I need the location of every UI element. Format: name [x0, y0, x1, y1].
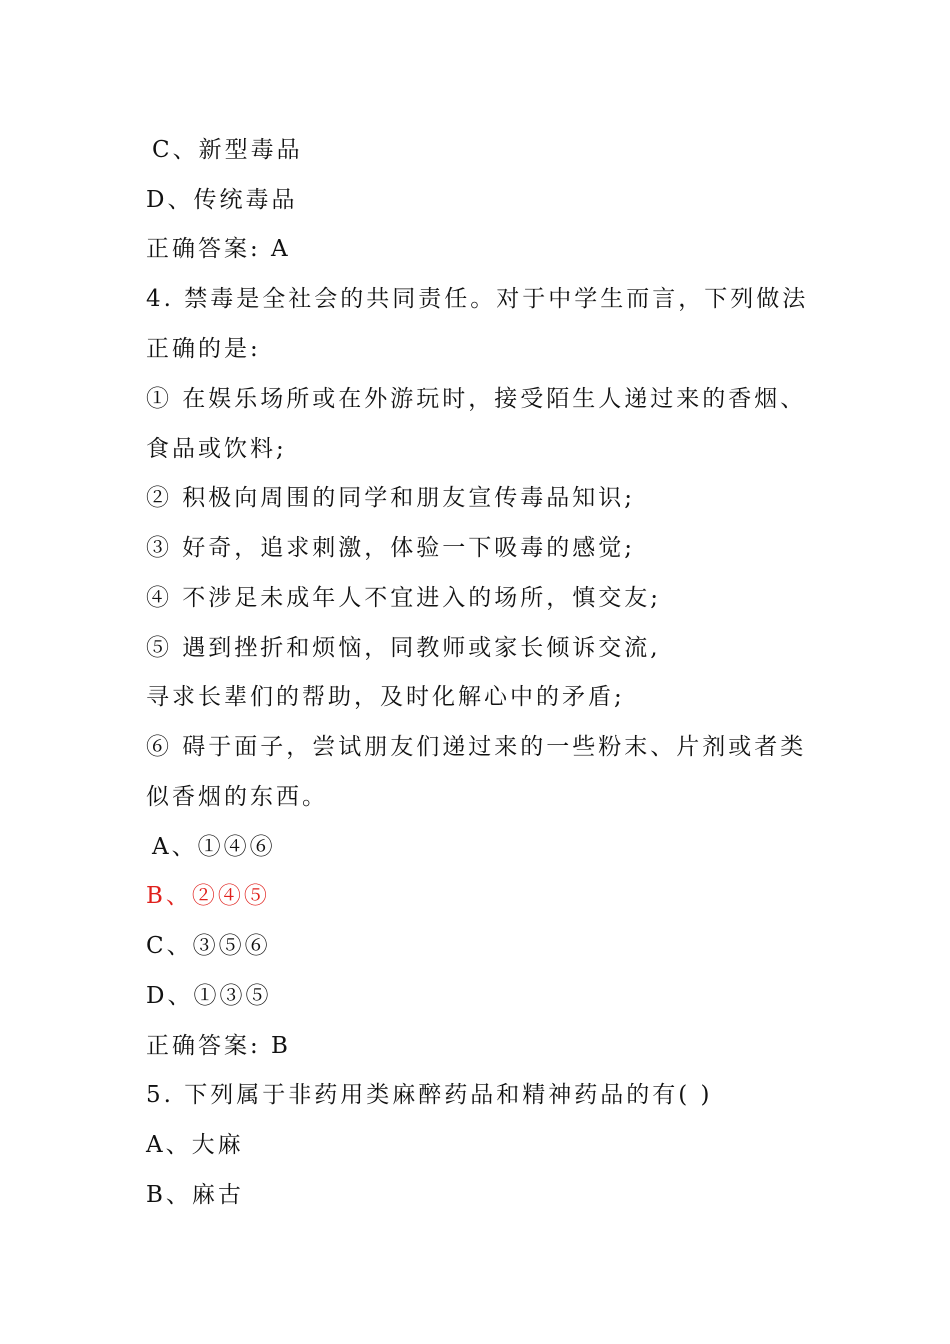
option-d-q4: D、①③⑤: [146, 983, 272, 1009]
statement-1-line-1: ① 在娱乐场所或在外游玩时，接受陌生人递过来的香烟、: [146, 386, 807, 412]
statement-1-line-2: 食品或饮料;: [146, 436, 287, 462]
question-5: 5. 下列属于非药用类麻醉药品和精神药品的有( ): [146, 1082, 713, 1108]
statement-4: ④ 不涉足未成年人不宜进入的场所，慎交友;: [146, 585, 662, 611]
answer-q4: 正确答案: B: [146, 1033, 291, 1059]
statement-6-line-2: 似香烟的东西。: [146, 784, 328, 810]
option-b-q4-correct: B、②④⑤: [146, 883, 270, 909]
option-c-q3: C、新型毒品: [152, 137, 303, 163]
statement-5-line-1: ⑤ 遇到挫折和烦恼，同教师或家长倾诉交流,: [146, 635, 661, 661]
answer-q3: 正确答案: A: [146, 236, 291, 262]
option-d-q3: D、传统毒品: [146, 187, 298, 213]
statement-6-line-1: ⑥ 碍于面子，尝试朋友们递过来的一些粉末、片剂或者类: [146, 734, 807, 760]
option-a-q4: A、①④⑥: [152, 834, 276, 860]
statement-2: ② 积极向周围的同学和朋友宣传毒品知识;: [146, 485, 636, 511]
option-b-q5: B、麻古: [146, 1182, 244, 1208]
question-4-line-1: 4. 禁毒是全社会的共同责任。对于中学生而言，下列做法: [146, 286, 809, 312]
question-4-line-2: 正确的是:: [146, 336, 261, 362]
option-c-q4: C、③⑤⑥: [146, 933, 271, 959]
option-a-q5: A、大麻: [146, 1132, 244, 1158]
statement-5-line-2: 寻求长辈们的帮助，及时化解心中的矛盾;: [146, 684, 625, 710]
statement-3: ③ 好奇，追求刺激，体验一下吸毒的感觉;: [146, 535, 636, 561]
